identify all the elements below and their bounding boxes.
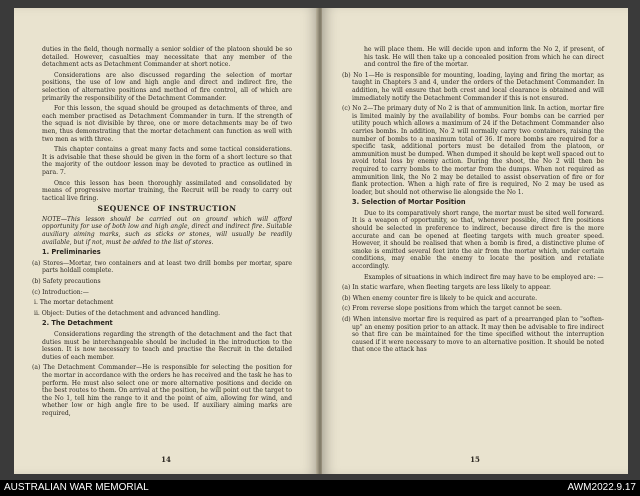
paragraph: duties in the field, though normally a senior soldier of the platoon should be so detailed. However, casualties may necessitate that any member of the detachment acts as Detachment Commander at short notice. — [42, 46, 292, 69]
page-number: 15 — [470, 455, 480, 464]
left-page — [14, 8, 318, 474]
right-page — [322, 8, 628, 474]
footer-catalog-id: AWM2022.9.17 — [567, 482, 636, 493]
paragraph: Examples of situations in which indirect fire may have to be employed are: — — [364, 273, 604, 281]
paragraph: he will place them. He will decide upon and inform the No 2, if present, of his task. He will then take up a concealed position from which he can direct and control the fire of the mortar. — [364, 46, 604, 69]
list-item: (b) Safety precautions — [32, 278, 101, 286]
section-title: 3. Selection of Mortar Position — [352, 198, 466, 207]
list-item: (c) Introduction:— — [32, 288, 89, 296]
list-item: (c) No 2—The primary duty of No 2 is that of ammunition link. In action, mortar fire is limited mainly by the availability of bombs. Four bombs can be carried per utility pouch which allows a maximum of 24 if the Detachment Commander also carries bombs. In addition, No 2 will normally carry two containers, raising the number of bombs to a maximum total of 36. If more bombs are required for a specific task, additional porters must be detailed from the platoon, or ammunition must be dumped. When dumped it should be kept well spaced out to avoid total loss by enemy action. During the shoot, the No 2 will then be required to carry bombs to the mortar from the dumps. When not required as ammunition link, the No 2 may be detailed to assist observation of fire or for flank protection. When a high rate of fire is required, No 2 may be used as loader, but should not otherwise lie alongside the No 1. — [342, 105, 604, 196]
left-page-text — [32, 46, 292, 421]
section-title: 1. Preliminaries — [42, 248, 101, 257]
list-item: (a) Stores—Mortar, two containers and at least two drill bombs per mortar, spare parts holdall complete. — [32, 259, 292, 275]
paragraph: Once this lesson has been thoroughly assimilated and consolidated by means of progressive mortar training, the Recruit will be ready to carry out tactical live firing. — [42, 179, 292, 202]
list-item: (d) When intensive mortar fire is required as part of a prearranged plan to "soften-up" an enemy position prior to an attack. It may then be advisable to fire indirect so that fire can be maintained for the time specified without the interruption caused if it were necessary to move to an alternative position. It should be noted that once the attack has — [342, 316, 604, 354]
paragraph: Due to its comparatively short range, the mortar must be sited well forward. It is a weapon of opportunity, so that, whenever possible, direct fire positions should be selected in preference to indirect, because direct fire is the more accurate and can be opened at fleeting targets with much greater speed. However, it should be realised that when a bomb is fired, a distinctive plume of smoke is emitted several feet into the air from the mortar which, under certain conditions, may enable the enemy to locate the position and retaliate accordingly. — [352, 209, 604, 271]
paragraph: This chapter contains a great many facts and some tactical considerations. It is advisable that these should be given in the form of a short lecture so that the majority of the outdoor lesson may be devoted to practice as outlined in para. 7. — [42, 146, 292, 176]
paragraph: Considerations are also discussed regarding the selection of mortar positions, the use of low and high angle and direct and indirect fire, the selection of alternative positions and method of fire control, all of which are primarily the responsibility of the Detachment Commander. — [42, 71, 292, 102]
archive-footer — [0, 480, 640, 496]
paragraph: For this lesson, the squad should be grouped as detachments of three, and each member practised as Detachment Commander in turn. If the strength of the squad is not divisible by three, one or more detachments may be of two men, thus demonstrating that the mortar detachment can function as well with two men as with three. — [42, 105, 292, 143]
page-number: 14 — [161, 455, 171, 464]
sub-list-item: ii. Object: Duties of the detachment and advanced handling. — [34, 309, 221, 317]
note: NOTE—This lesson should be carried out on ground which will afford opportunity for use of both low and high angle, direct and indirect fire. Suitable auxiliary aiming marks, such as sticks or stones, will usually be readily available, but if not, must be added to the list of stores. — [42, 215, 292, 246]
list-item: (c) From reverse slope positions from which the target cannot be seen. — [342, 305, 562, 313]
sub-list-item: i. The mortar detachment — [34, 299, 114, 307]
section-title: 2. The Detachment — [42, 319, 113, 328]
paragraph: Considerations regarding the strength of the detachment and the fact that duties must be interchangeable should be included in the introduction to the lesson. It is now necessary to teach and practise the Recruit in the detailed duties of each member. — [42, 331, 292, 361]
footer-institution: AUSTRALIAN WAR MEMORIAL — [4, 482, 149, 493]
list-item: (b) No 1—He is responsible for mounting, loading, laying and firing the mortar, as taught in Chapters 3 and 4, under the orders of the Detachment Commander. In addition, he will ensure that both crest and local clearance is obtained and will immediately notify the Detachment Commander if this is not ensured. — [342, 71, 604, 102]
right-page-text — [342, 46, 604, 357]
list-item: (a) In static warfare, when fleeting targets are less likely to appear. — [342, 284, 551, 292]
list-item: (a) The Detachment Commander—He is responsible for selecting the position for the mortar in accordance with the orders he has received and the task he has to perform. He must also select one or more alternative positions and decide on the best routes to them. On arrival at the position, he will point out the target to the No 1, tell him the range to it and the point of aim, allowing for wind, and whether low or high angle fire to be used. If auxiliary aiming marks are required, — [32, 364, 292, 417]
sequence-heading: SEQUENCE OF INSTRUCTION — [97, 204, 237, 214]
list-item: (b) When enemy counter fire is likely to be quick and accurate. — [342, 294, 538, 302]
